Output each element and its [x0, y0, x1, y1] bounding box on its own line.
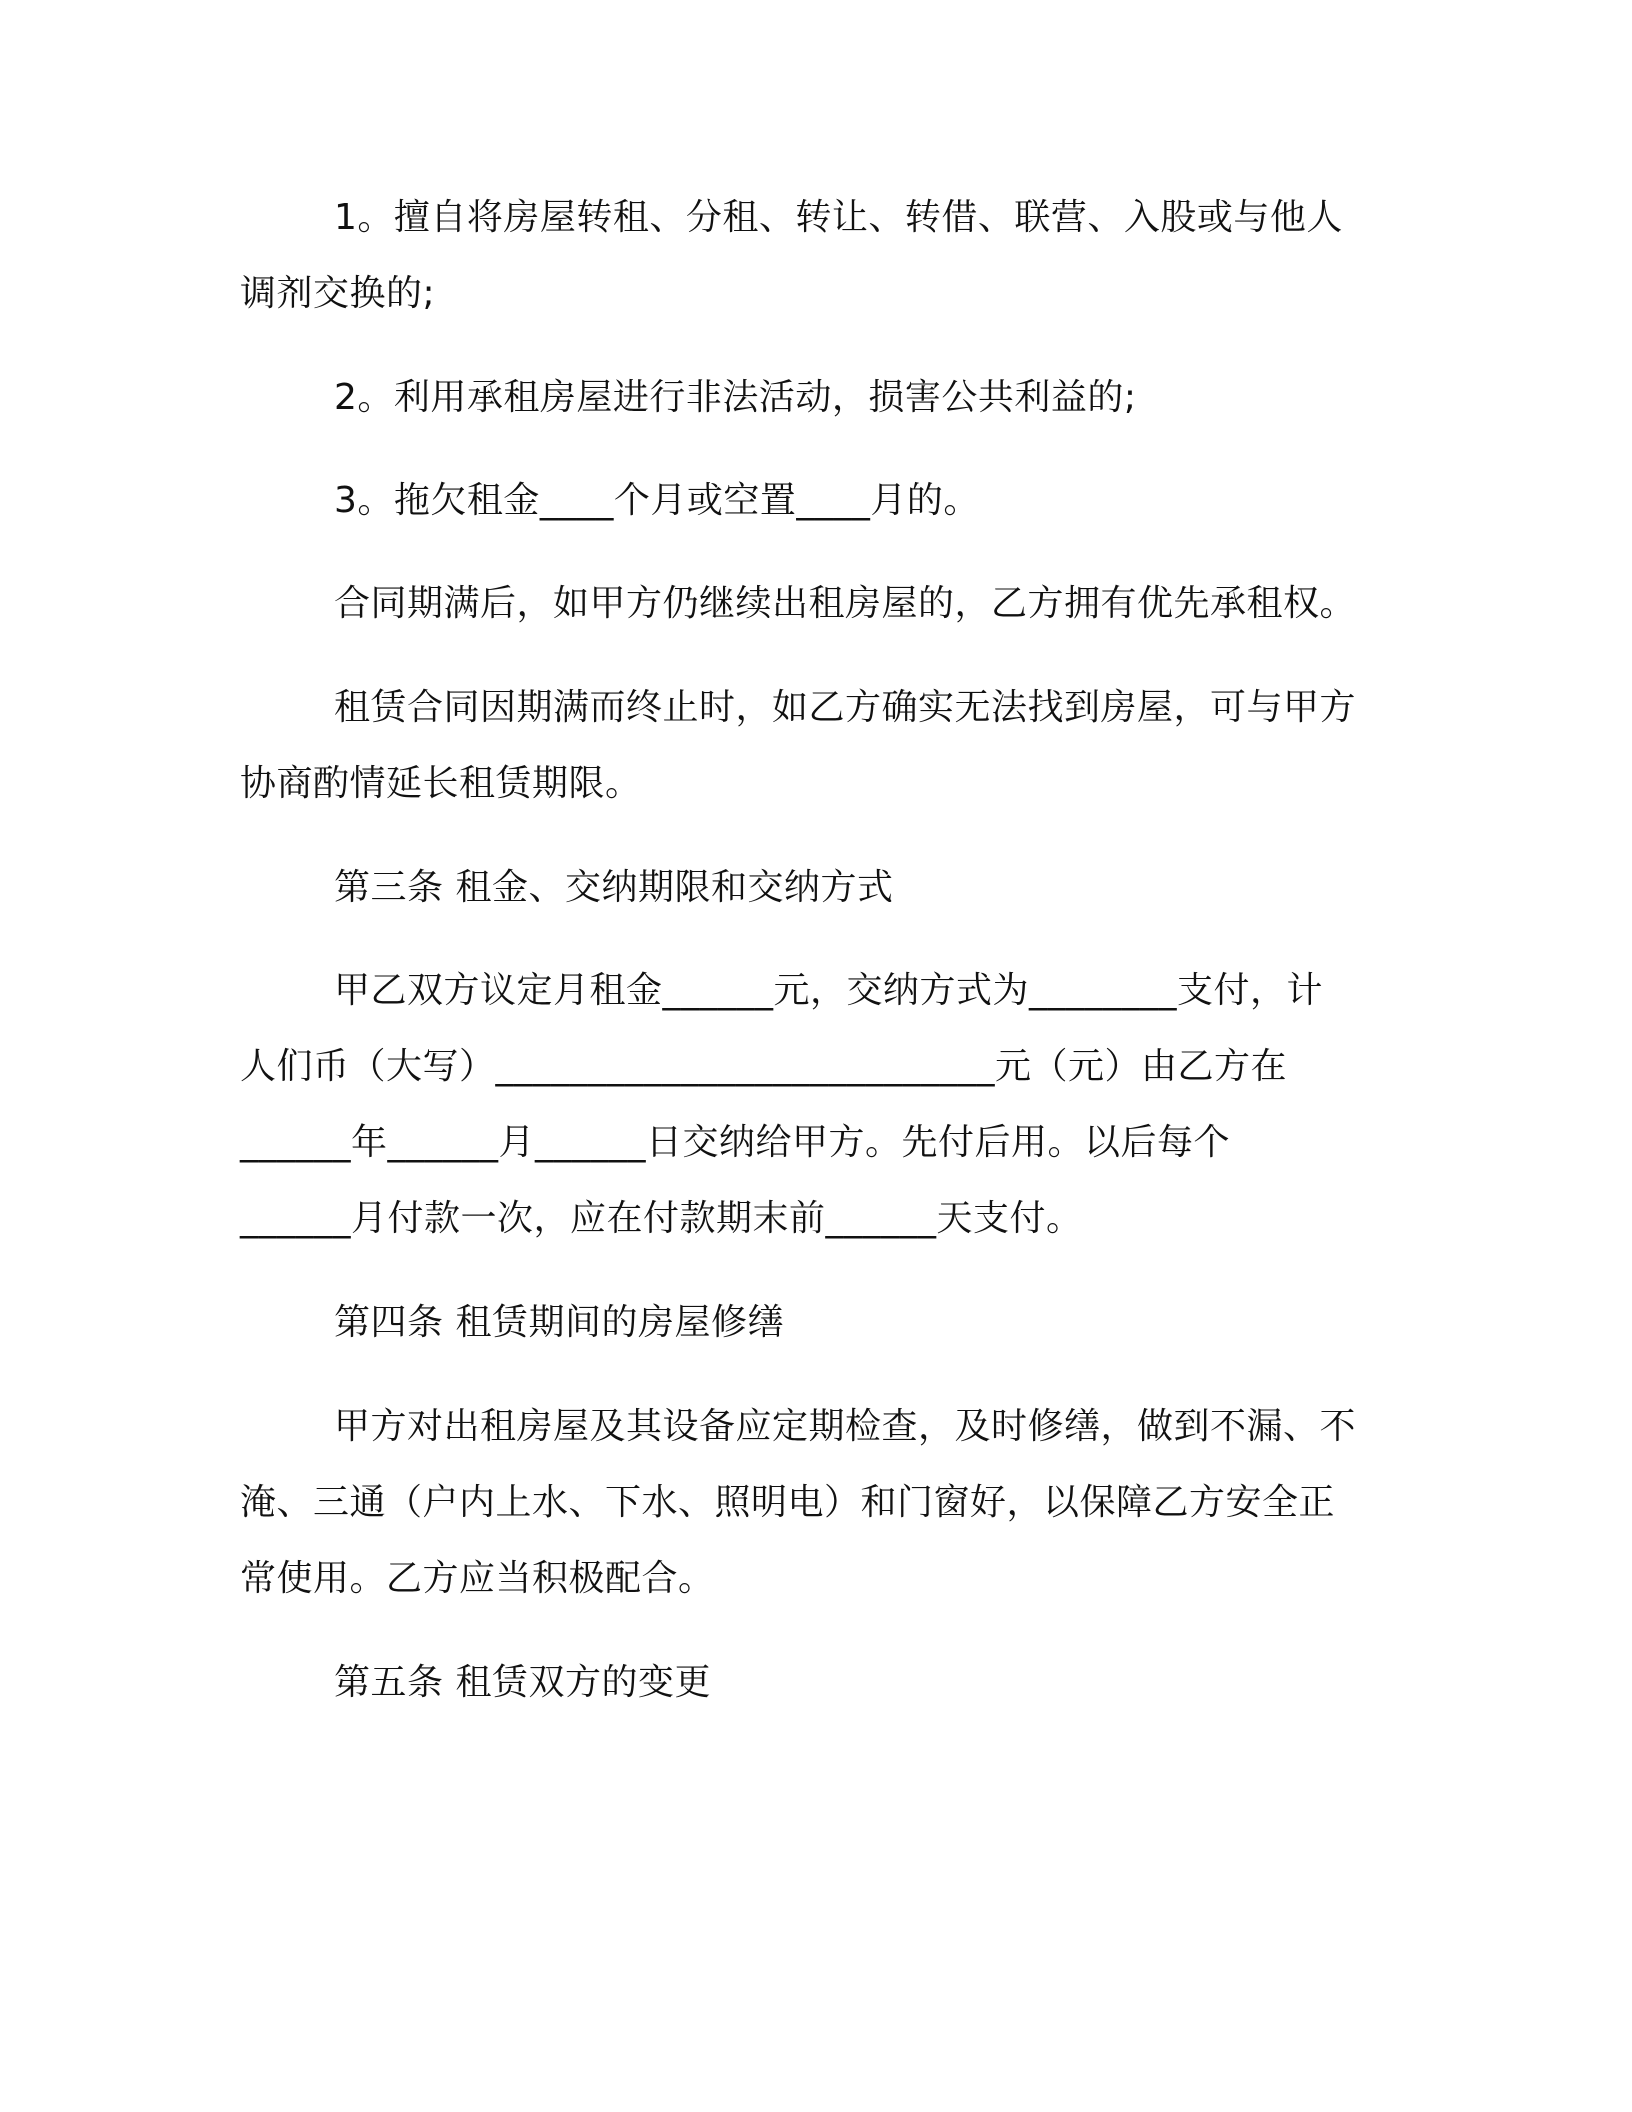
text-line: 3。拖欠租金____个月或空置____月的。	[334, 480, 980, 521]
text-line: 1。擅自将房屋转租、分租、转让、转借、联营、入股或与他人	[334, 197, 1343, 238]
text-line: ______月付款一次，应在付款期末前______天支付。	[240, 1198, 1083, 1239]
section-heading: 第五条 租赁双方的变更	[334, 1662, 711, 1703]
text-line: 租赁合同因期满而终止时，如乙方确实无法找到房屋，可与甲方	[334, 687, 1357, 728]
text-line: 甲乙双方议定月租金______元，交纳方式为________支付，计	[334, 970, 1324, 1011]
text-line: 2。利用承租房屋进行非法活动，损害公共利益的;	[334, 377, 1137, 418]
text-line: 合同期满后，如甲方仍继续出租房屋的，乙方拥有优先承租权。	[334, 583, 1357, 624]
text-line: ______年______月______日交纳给甲方。先付后用。以后每个	[240, 1122, 1231, 1163]
text-line: 甲方对出租房屋及其设备应定期检查，及时修缮，做到不漏、不	[334, 1406, 1357, 1447]
text-line: 人们币（大写）___________________________元（元）由乙方在	[240, 1046, 1288, 1087]
text-line: 协商酌情延长租赁期限。	[240, 763, 642, 804]
section-heading: 第三条 租金、交纳期限和交纳方式	[334, 867, 894, 908]
text-line: 常使用。乙方应当积极配合。	[240, 1558, 715, 1599]
text-line: 淹、三通（户内上水、下水、照明电）和门窗好，以保障乙方安全正	[240, 1482, 1336, 1523]
section-heading: 第四条 租赁期间的房屋修缮	[334, 1302, 784, 1343]
text-line: 调剂交换的;	[240, 273, 436, 314]
